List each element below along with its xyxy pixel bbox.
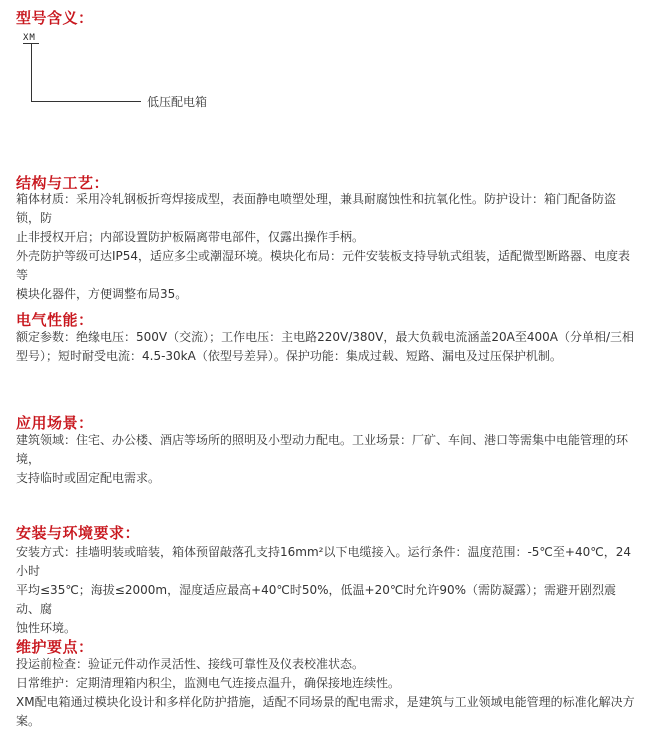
maintenance-paragraph (16, 655, 638, 731)
structure-line: 模块化器件，方便调整布局35。 (16, 287, 188, 301)
electrical-paragraph (16, 328, 638, 366)
application-line: 建筑领域：住宅、办公楼、酒店等场所的照明及小型动力配电。工业场景：厂矿、车间、港口等需集中电能管理的环境， (16, 433, 629, 466)
structure-line: 外壳防护等级可达IP54，适应多尘或潮湿环境。模块化布局：元件安装板支持导轨式组装，适配微型断路器、电度表等 (16, 249, 631, 282)
structure-line: 止非授权开启；内部设置防护板隔离带电部件，仅露出操作手柄。 (16, 230, 365, 244)
installation-line: 安装方式：挂墙明装或暗装，箱体预留敲落孔支持16mm²以下电缆接入。运行条件：温度范围：-5℃至+40℃，24小时 (16, 545, 631, 578)
maintenance-line: XM配电箱通过模块化设计和多样化防护措施，适配不同场景的配电需求，是建筑与工业领域电能管理的标准化解决方 (16, 695, 635, 709)
model-leader-horizontal (31, 101, 141, 102)
model-leader-vertical (31, 43, 32, 102)
maintenance-heading: 维护要点： (16, 638, 94, 656)
structure-paragraph (16, 190, 638, 304)
application-paragraph (16, 431, 638, 488)
maintenance-line: 投运前检查：验证元件动作灵活性、接线可靠性及仪表校准状态。 (16, 657, 365, 671)
maintenance-line: 案。 (16, 714, 41, 728)
electrical-heading: 电气性能： (16, 311, 94, 329)
electrical-line: 额定参数：绝缘电压：500V（交流）；工作电压：主电路220V/380V，最大负载电流涵盖20A至400A（分单相/三相 (16, 330, 635, 344)
model-meaning-heading: 型号含义： (16, 9, 94, 27)
application-line: 支持临时或固定配电需求。 (16, 471, 161, 485)
application-heading: 应用场景： (16, 414, 94, 432)
structure-heading: 结构与工艺： (16, 174, 110, 192)
electrical-line: 型号）；短时耐受电流：4.5-30kA（依型号差异）。保护功能：集成过载、短路、漏电及过压保护机制。 (16, 349, 562, 363)
structure-line: 箱体材质：采用冷轧钢板折弯焊接成型，表面静电喷塑处理，兼具耐腐蚀性和抗氧化性。防护设计：箱门配备防盗锁，防 (16, 192, 617, 225)
installation-paragraph (16, 543, 638, 638)
installation-heading: 安装与环境要求： (16, 524, 141, 542)
installation-line: 平均≤35℃；海拔≤2000m，湿度适应最高+40℃时50%，低温+20℃时允许90%（需防凝露）；需避开剧烈震动、腐 (16, 583, 617, 616)
installation-line: 蚀性环境。 (16, 621, 77, 635)
model-label: 低压配电箱 (147, 95, 208, 109)
model-code: XM (23, 33, 36, 43)
maintenance-line: 日常维护：定期清理箱内积尘，监测电气连接点温升，确保接地连续性。 (16, 676, 401, 690)
